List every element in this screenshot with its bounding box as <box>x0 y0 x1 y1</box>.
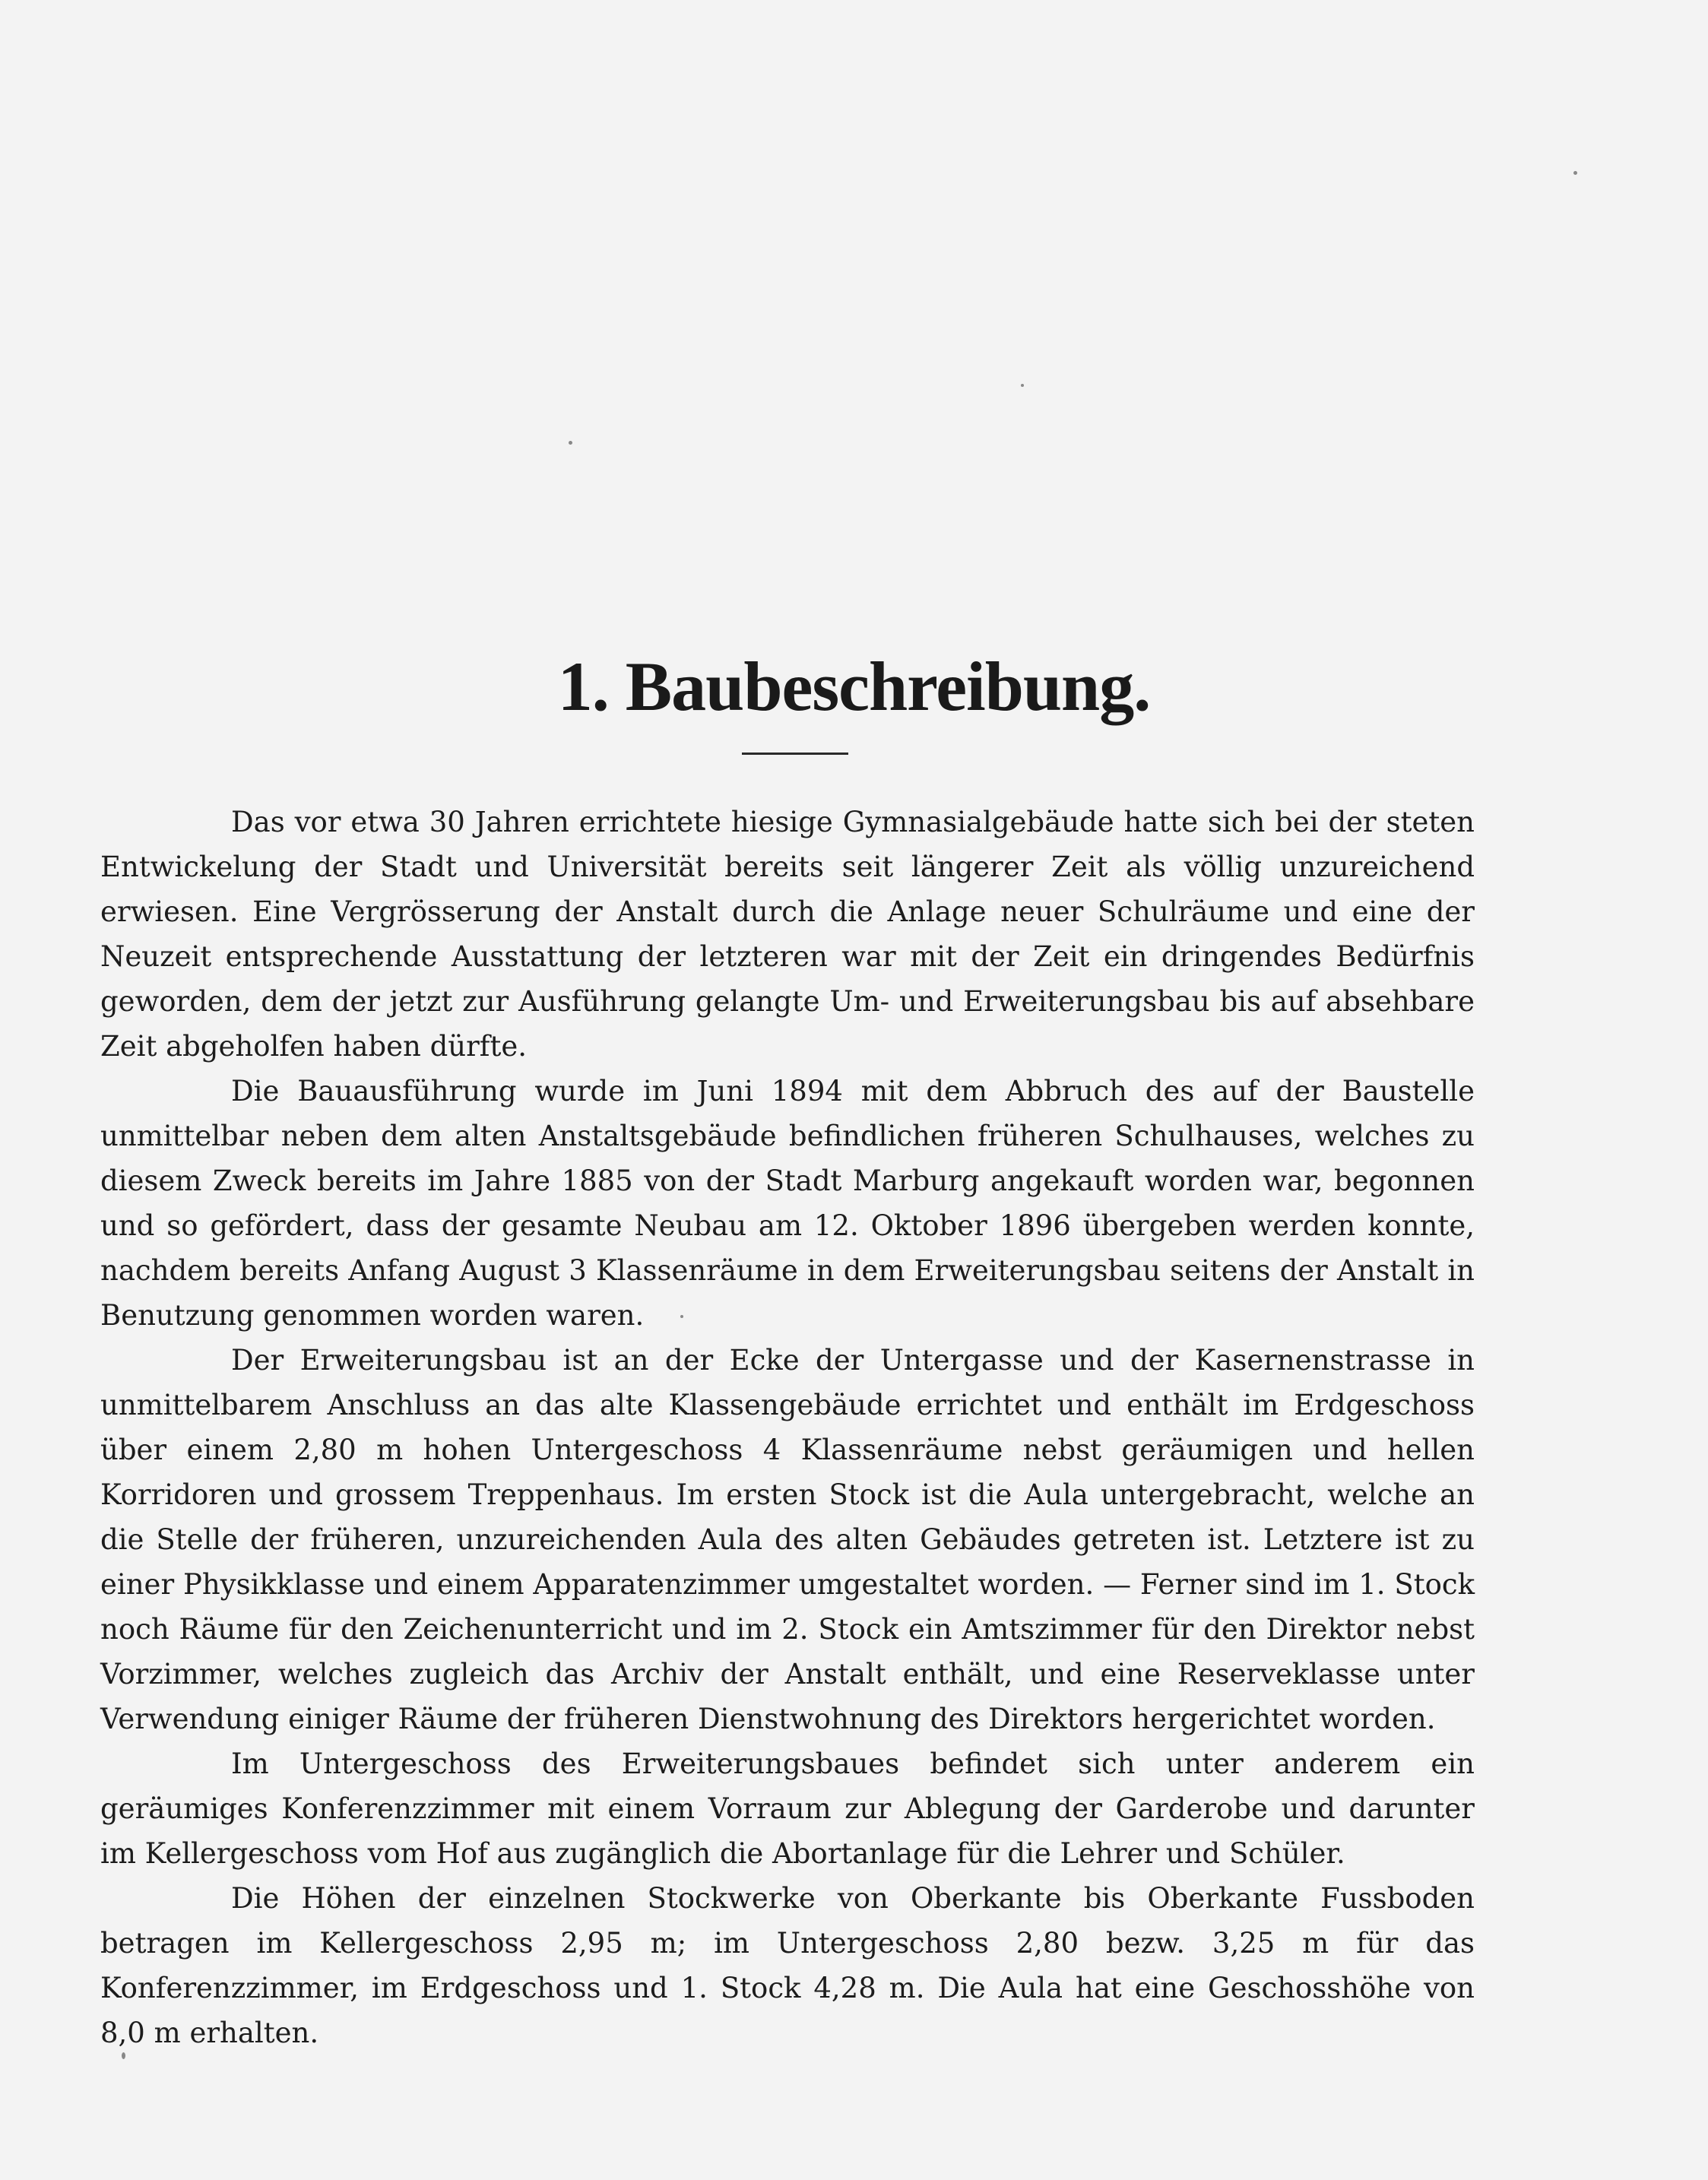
page-heading: 1. Baubeschreibung. <box>557 648 1151 725</box>
scan-speck <box>1021 384 1024 387</box>
heading-divider <box>742 753 848 755</box>
paragraph-1: Das vor etwa 30 Jahren errichtete hiesige Gymnasialgebäude hatte sich bei der steten Entwickelung der Stadt und Universität bereits seit längerer Zeit als völlig unzureichend erwiesen. Eine Vergrösserung der Anstalt durch die Anlage neuer Schulräume und eine der Neuzeit entsprechende Ausstattung der letzteren war mit der Zeit ein dringendes Bedürfnis geworden, dem der jetzt zur Ausführung gelangte Um- und Erweiterungsbau bis auf absehbare Zeit abgeholfen haben dürfte. <box>100 806 1475 1063</box>
scan-speck <box>569 441 572 445</box>
scan-speck <box>1573 171 1577 175</box>
paragraph-2: Die Bauausführung wurde im Juni 1894 mit dem Abbruch des auf der Baustelle unmittelbar neben dem alten Anstaltsgebäude befindlichen früheren Schulhauses, welches zu diesem Zweck bereits im Jahre 1885 von der Stadt Marburg angekauft worden war, begonnen und so gefördert, dass der gesamte Neubau am 12. Oktober 1896 übergeben werden konnte, nachdem bereits Anfang August 3 Klassenräume in dem Erweiterungsbau seitens der Anstalt in Benutzung genommen worden waren. <box>100 1075 1475 1332</box>
paragraph-3: Der Erweiterungsbau ist an der Ecke der Untergasse und der Kasernenstrasse in unmittelbarem Anschluss an das alte Klassengebäude errichtet und enthält im Erdgeschoss über einem 2,80 m hohen Untergeschoss 4 Klassenräume nebst geräumigen und hellen Korridoren und grossem Treppenhaus. Im ersten Stock ist die Aula untergebracht, welche an die Stelle der früheren, unzureichenden Aula des alten Gebäudes getreten ist. Letztere ist zu einer Physikklasse und einem Apparatenzimmer umgestaltet worden. — Ferner sind im 1. Stock noch Räume für den Zeichenunterricht und im 2. Stock ein Amtszimmer für den Direktor nebst Vorzimmer, welches zugleich das Archiv der Anstalt enthält, und eine Reserveklasse unter Verwendung einiger Räume der früheren Dienstwohnung des Direktors hergerichtet worden. <box>100 1344 1475 1735</box>
body-text <box>100 800 1475 2055</box>
scan-speck <box>122 2052 125 2059</box>
paragraph-5: Die Höhen der einzelnen Stockwerke von Oberkante bis Oberkante Fussboden betragen im Kellergeschoss 2,95 m; im Untergeschoss 2,80 bezw. 3,25 m für das Konferenzzimmer, im Erdgeschoss und 1. Stock 4,28 m. Die Aula hat eine Geschosshöhe von 8,0 m erhalten. <box>100 1882 1475 2049</box>
paragraph-4: Im Untergeschoss des Erweiterungsbaues befindet sich unter anderem ein geräumiges Konferenzzimmer mit einem Vorraum zur Ablegung der Garderobe und darunter im Kellergeschoss vom Hof aus zugänglich die Abortanlage für die Lehrer und Schüler. <box>100 1747 1475 1870</box>
scan-speck <box>680 1315 683 1318</box>
